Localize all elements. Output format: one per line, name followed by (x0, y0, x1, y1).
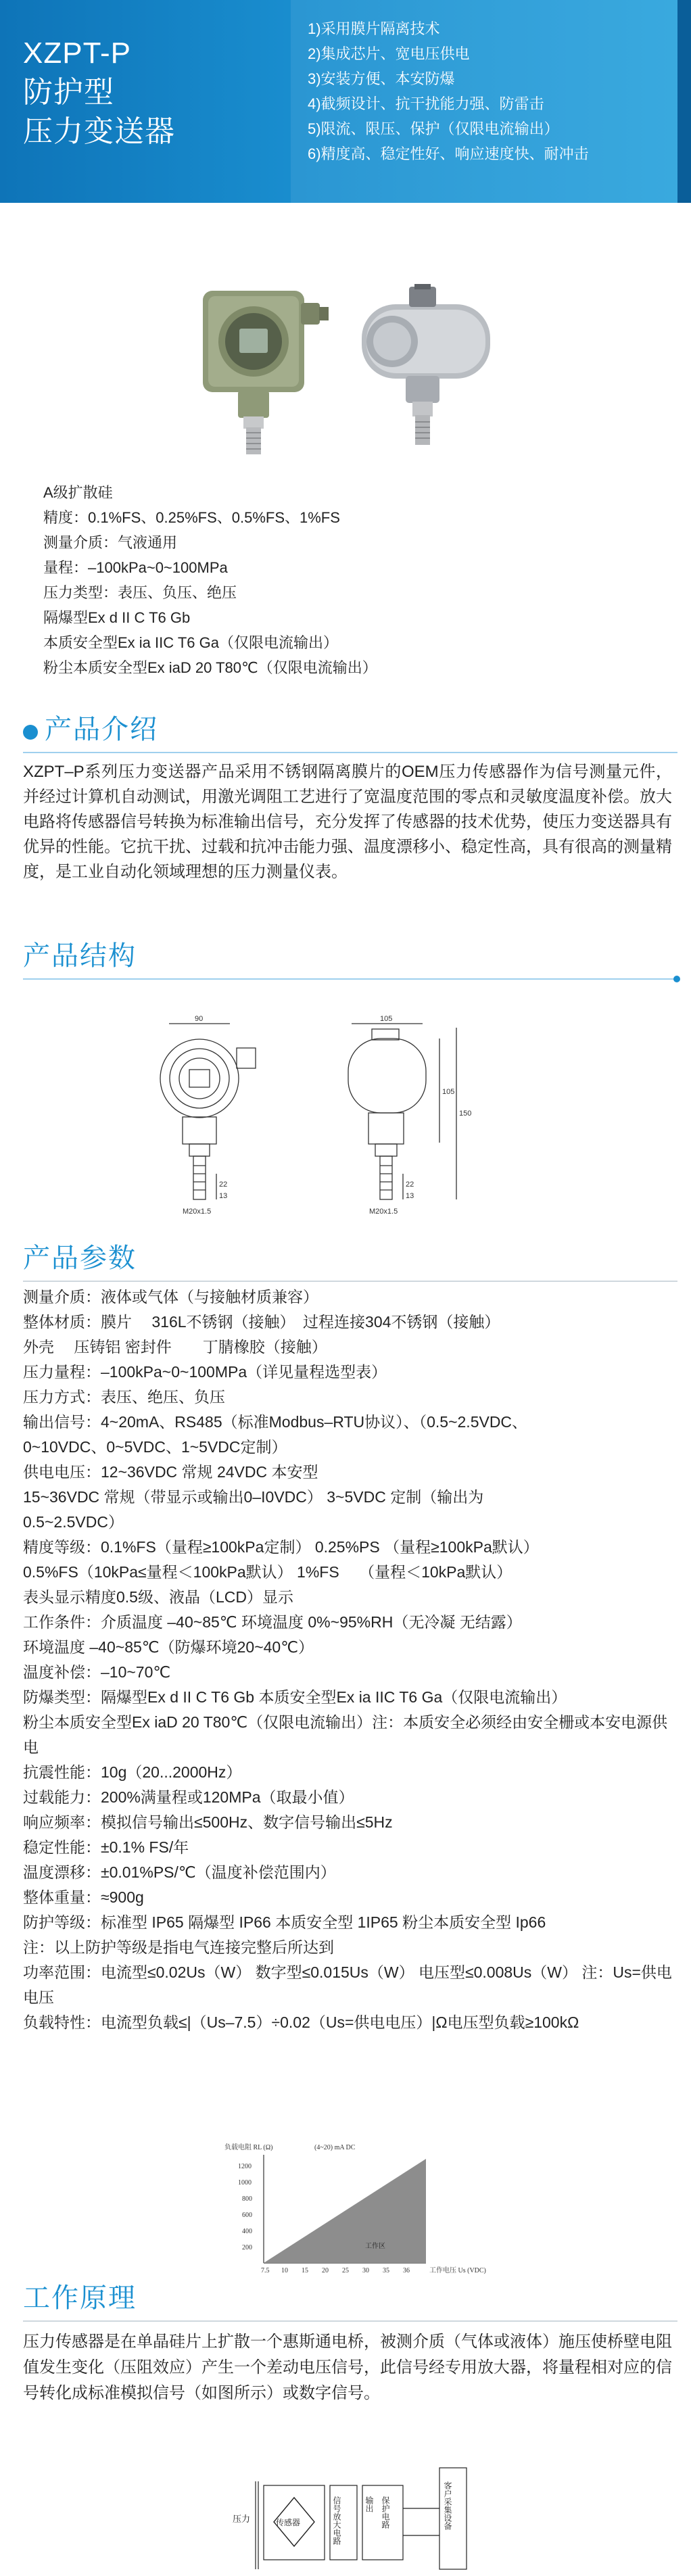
product-title-line: 防护型 (23, 76, 114, 109)
param-line: 0~10VDC、0~5VDC、1~5VDC定制） (23, 1438, 287, 1456)
param-line: 整体重量：≈900g (23, 1888, 144, 1906)
parameter-list (23, 1285, 679, 2035)
param-line: 稳定性能：±0.1% FS/年 (23, 1838, 189, 1856)
param-line: 过载能力：200%满量程或120MPa（取最小值） (23, 1788, 354, 1806)
heading-divider (23, 1281, 677, 1282)
dim-label: 105 (442, 1088, 455, 1096)
param-line: 负载特性：电流型负载≤|（Us–7.5）÷0.02（Us=供电电压）|Ω电压型负载≥100kΩ (23, 2013, 579, 2031)
dim-label: 13 (406, 1192, 414, 1200)
heading-bullet-icon (23, 725, 38, 740)
spec-item: 本质安全型Ex ia IIC T6 Ga（仅限电流输出） (43, 634, 338, 651)
load-characteristic-chart (223, 2140, 507, 2279)
spec-item: 精度：0.1%FS、0.25%FS、0.5%FS、1%FS (43, 509, 340, 526)
y-tick: 800 (242, 2195, 252, 2203)
param-line: 0.5~2.5VDC） (23, 1513, 124, 1531)
section-title: 产品介绍 (45, 715, 158, 744)
protect-label: 保护电路 (381, 2496, 390, 2529)
param-line: 响应频率：模拟信号输出≤500Hz、数字信号输出≤5Hz (23, 1813, 393, 1831)
param-line: 测量介质：液体或气体（与接触材质兼容） (23, 1288, 318, 1306)
param-line: 功率范围：电流型≤0.02Us（W） 数字型≤0.015Us（W） 电压型≤0.008Us（W） 注：Us=供电电压 (23, 1963, 672, 2006)
param-line: 表头显示精度0.5级、液晶（LCD）显示 (23, 1588, 293, 1606)
section-title: 产品结构 (23, 941, 137, 971)
x-tick: 20 (322, 2267, 329, 2274)
thread-label: M20x1.5 (183, 1208, 212, 1216)
amp-label: 信号放大电路 (332, 2496, 341, 2545)
param-line: 工作条件：介质温度 –40~85℃ 环境温度 0%~95%RH（无冷凝 无结露） (23, 1613, 522, 1631)
spec-item: A级扩散硅 (43, 484, 113, 501)
dim-label: 90 (195, 1015, 204, 1023)
x-tick: 35 (383, 2267, 389, 2274)
feature-item: 6)精度高、稳定性好、响应速度快、耐冲击 (308, 145, 589, 162)
heading-divider (23, 2320, 677, 2322)
section-heading-principle (23, 2279, 677, 2322)
x-tick: 10 (281, 2267, 288, 2274)
feature-item: 1)采用膜片隔离技术 (308, 20, 440, 37)
product-photos (189, 284, 500, 460)
key-spec-list (43, 480, 377, 680)
y-tick: 200 (242, 2244, 252, 2251)
y-tick: 400 (242, 2228, 252, 2235)
feature-item: 2)集成芯片、宽电压供电 (308, 45, 470, 62)
work-area (264, 2159, 426, 2263)
chart-ylabel: 负载电阻 RL (Ω) (224, 2144, 273, 2151)
y-tick: 600 (242, 2212, 252, 2219)
heading-divider (23, 752, 677, 753)
x-tick: 25 (342, 2267, 349, 2274)
x-tick: 36 (403, 2267, 410, 2274)
dim-label: 150 (459, 1110, 472, 1118)
feature-list (308, 16, 589, 166)
y-tick: 1000 (238, 2179, 252, 2187)
spec-item: 压力类型：表压、负压、绝压 (43, 584, 237, 601)
x-tick: 15 (302, 2267, 308, 2274)
side-view-drawing (348, 1015, 471, 1216)
transmitter-side-image (362, 284, 490, 445)
output-label: 输出 (364, 2496, 374, 2512)
section-title: 工作原理 (23, 2283, 137, 2313)
param-line: 注：以上防护等级是指电气连接完整后所达到 (23, 1938, 334, 1956)
param-line: 输出信号：4~20mA、RS485（标准Modbus–RTU协议）、（0.5~2.5VDC、 (23, 1413, 528, 1431)
param-line: 供电电压：12~36VDC 常规 24VDC 本安型 (23, 1463, 318, 1481)
dim-label: 13 (219, 1192, 228, 1200)
section-heading-params (23, 1239, 677, 1282)
front-view-drawing (160, 1015, 256, 1216)
feature-item: 4)截频设计、抗干扰能力强、防雷击 (308, 95, 544, 112)
spec-item: 粉尘本质安全型Ex iaD 20 T80℃（仅限电流输出） (43, 659, 377, 676)
param-line: 精度等级：0.1%FS（量程≥100kPa定制） 0.25%PS （量程≥100kPa默认） (23, 1538, 539, 1556)
param-line: 防护等级：标准型 IP65 隔爆型 IP66 本质安全型 1IP65 粉尘本质安全型 Ip66 (23, 1913, 546, 1931)
spec-item: 量程：–100kPa~0~100MPa (43, 559, 228, 576)
product-title-line: XZPT-P (23, 37, 132, 70)
principle-block-diagram (216, 2441, 568, 2576)
intro-paragraph: XZPT–P系列压力变送器产品采用不锈钢隔离膜片的OEM压力传感器作为信号测量元件，并经过计算机自动测试，用激光调阻工艺进行了宽温度范围的零点和灵敏度温度补偿。放大电路将传感器信号转换为标准输出信号，充分发挥了传感器的技术优势，使压力变送器具有优异的性能。它抗干扰、过载和抗冲击能力强、温度漂移小、稳定性高，具有很高的测量精度，是工业自动化领域理想的压力测量仪表。 (23, 763, 672, 881)
section-heading-intro (23, 710, 677, 753)
dimension-drawings (142, 1014, 521, 1244)
spec-item: 隔爆型Ex d II C T6 Gb (43, 609, 191, 626)
work-area-label: 工作区 (365, 2243, 385, 2250)
client-device-label: 客户采集设备 (443, 2481, 452, 2530)
dim-label: 22 (406, 1180, 414, 1189)
spec-item: 测量介质：气液通用 (43, 534, 178, 551)
heading-divider (23, 978, 677, 980)
param-line: 环境温度 –40~85℃（防爆环境20~40℃） (23, 1638, 314, 1656)
param-line: 整体材质：膜片 316L不锈钢（接触） 过程连接304不锈钢（接触） (23, 1313, 500, 1331)
param-line: 温度补偿：–10~70℃ (23, 1663, 171, 1681)
product-title-line: 压力变送器 (23, 115, 175, 148)
sensor-label: 传感器 (276, 2518, 301, 2527)
param-line: 0.5%FS（10kPa≤量程＜100kPa默认） 1%FS （量程＜10kPa默认） (23, 1563, 513, 1581)
param-line: 压力量程：–100kPa~0~100MPa（详见量程选型表） (23, 1363, 387, 1381)
param-line: 抗震性能：10g（20...2000Hz） (23, 1763, 242, 1781)
chart-xlabel: 工作电压 Us (VDC) (429, 2267, 486, 2274)
x-tick: 7.5 (261, 2267, 270, 2274)
principle-paragraph: 压力传感器是在单晶硅片上扩散一个惠斯通电桥，被测介质（气体或液体）施压使桥壁电阻值发生变化（压阻效应）产生一个差动电压信号，此信号经专用放大器，将量程相对应的信号转化成标准模拟信号（如图所示）或数字信号。 (23, 2333, 672, 2402)
feature-item: 3)安装方便、本安防爆 (308, 70, 455, 87)
param-line: 压力方式：表压、绝压、负压 (23, 1388, 225, 1406)
param-line: 防爆类型：隔爆型Ex d II C T6 Gb 本质安全型Ex ia IIC T6 Ga（仅限电流输出） (23, 1688, 567, 1706)
param-line: 15~36VDC 常规（带显示或输出0–I0VDC） 3~5VDC 定制（输出为 (23, 1488, 484, 1506)
product-title (23, 34, 175, 151)
transmitter-front-image (203, 291, 329, 454)
section-heading-structure (23, 936, 677, 980)
chart-top-label: (4~20) mA DC (314, 2144, 356, 2151)
param-line: 温度漂移：±0.01%PS/℃（温度补偿范围内） (23, 1863, 336, 1881)
heading-end-dot (673, 976, 680, 982)
section-title: 产品参数 (23, 1243, 137, 1273)
param-line: 粉尘本质安全型Ex iaD 20 T80℃（仅限电流输出）注：本质安全必须经由安全栅或本安电源供电 (23, 1713, 668, 1756)
y-tick: 1200 (238, 2163, 252, 2170)
dim-label: 105 (380, 1015, 393, 1023)
dim-label: 22 (219, 1180, 228, 1189)
pressure-input-label: 压力 (233, 2514, 251, 2524)
feature-item: 5)限流、限压、保护（仅限电流输出） (308, 120, 559, 137)
param-line: 外壳 压铸铝 密封件 丁腈橡胶（接触） (23, 1338, 327, 1356)
thread-label: M20x1.5 (369, 1208, 398, 1216)
x-tick: 30 (362, 2267, 369, 2274)
hero-banner (0, 0, 691, 203)
banner-edge-stripe (677, 0, 691, 203)
